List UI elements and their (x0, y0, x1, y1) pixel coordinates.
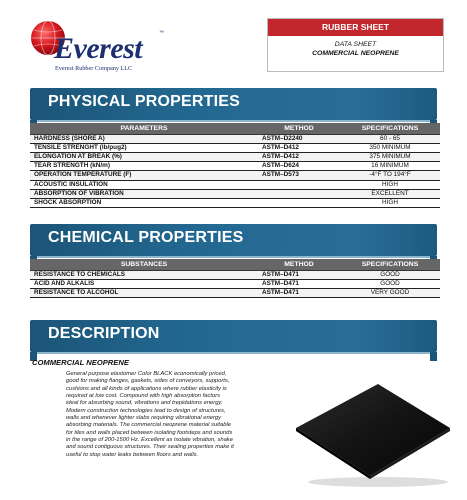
method-cell: ASTM–D2240 (258, 134, 340, 143)
description-line: absorbing materials. The commercial neoprene material suitable (66, 422, 231, 429)
brand-name: Everest (54, 32, 143, 65)
method-cell: ASTM–D624 (258, 162, 340, 171)
description-line: walls and whenever lighter slabs requiring vibrational energy (66, 415, 221, 422)
banner-underline (30, 352, 437, 354)
description-text (66, 371, 288, 459)
method-cell (258, 189, 340, 198)
specification-cell: 375 MINIMUM (340, 152, 440, 161)
specification-cell: -4°F TO 194°F (340, 171, 440, 180)
chemical-properties-table (30, 259, 440, 298)
table-row (30, 143, 440, 152)
method-cell: ASTM–D471 (258, 270, 340, 279)
physical-properties-title: PHYSICAL PROPERTIES (48, 93, 240, 110)
product-name: COMMERCIAL NEOPRENE (312, 50, 399, 57)
table-header-row (30, 259, 440, 270)
table-row (30, 171, 440, 180)
description-line: and sound contiguous structures. Their sealing properties make it (66, 444, 234, 451)
table-row (30, 189, 440, 198)
column-header: METHOD (258, 259, 340, 270)
specification-cell: EXCELLENT (340, 189, 440, 198)
table-row (30, 180, 440, 189)
banner-tab-right (430, 352, 437, 361)
parameter-cell: OPERATION TEMPERATURE (F) (30, 171, 258, 180)
datasheet-header (267, 18, 444, 72)
method-cell: ASTM–D471 (258, 288, 340, 297)
description-title: DESCRIPTION (48, 325, 160, 342)
parameter-cell: ELONGATION AT BREAK (%) (30, 152, 258, 161)
table-row (30, 134, 440, 143)
specification-cell: HIGH (340, 180, 440, 189)
parameter-cell: ABSORPTION OF VIBRATION (30, 189, 258, 198)
specification-cell: VERY GOOD (340, 288, 440, 297)
column-header: SPECIFICATIONS (340, 259, 440, 270)
datasheet-label: DATA SHEET (334, 41, 377, 48)
specification-cell: GOOD (340, 279, 440, 288)
column-header: SPECIFICATIONS (340, 123, 440, 134)
company-name: Everest Rubber Company LLC (55, 65, 133, 72)
table-row (30, 162, 440, 171)
table-row (30, 152, 440, 161)
rubber-sheet-image (290, 372, 455, 490)
description-line: cushions and all kinds of applications where rubber elasticity is (66, 385, 227, 392)
method-cell: ASTM–D412 (258, 143, 340, 152)
table-row (30, 288, 440, 297)
description-line: useful to stop water leaks between floors and walls. (66, 451, 199, 458)
specification-cell: 16 MINIMUM (340, 162, 440, 171)
chemical-properties-banner (30, 224, 437, 256)
specification-cell: GOOD (340, 270, 440, 279)
column-header: SUBSTANCES (30, 259, 258, 270)
method-cell (258, 198, 340, 207)
description-line: ideal for absorbing sound, vibrations and trepidations energy. (66, 400, 223, 407)
description-line: for tiles and walls placed between isolating footsteps and sounds (66, 429, 233, 436)
description-line: in the range of 200-1500 Hz. Excellent as isolate vibration, shake (66, 437, 233, 444)
description-subtitle: COMMERCIAL NEOPRENE (32, 358, 129, 367)
parameter-cell: TENSILE STRENGHT (lb/pug2) (30, 143, 258, 152)
specification-cell: HIGH (340, 198, 440, 207)
chemical-properties-title: CHEMICAL PROPERTIES (48, 229, 244, 246)
trademark-mark: ™ (159, 30, 164, 36)
product-badge: RUBBER SHEET (268, 19, 443, 36)
table-row (30, 198, 440, 207)
parameter-cell: ACOUSTIC INSULATION (30, 180, 258, 189)
parameter-cell: HARDNESS (SHORE A) (30, 134, 258, 143)
method-cell: ASTM–D573 (258, 171, 340, 180)
parameter-cell: SHOCK ABSORPTION (30, 198, 258, 207)
company-logo (28, 18, 168, 78)
description-line: Modern construction technologies lead to design of structures, (66, 407, 226, 414)
banner-underline (30, 120, 437, 122)
parameter-cell: TEAR STRENGTH (kN/m) (30, 162, 258, 171)
physical-properties-table (30, 123, 440, 208)
method-cell: ASTM–D412 (258, 152, 340, 161)
physical-properties-banner (30, 88, 437, 120)
table-header-row (30, 123, 440, 134)
substance-cell: RESISTANCE TO CHEMICALS (30, 270, 258, 279)
description-line: General purpose elastomer Color BLACK economically priced, (66, 371, 227, 377)
table-row (30, 279, 440, 288)
substance-cell: ACID AND ALKALIS (30, 279, 258, 288)
description-banner (30, 320, 437, 352)
method-cell (258, 180, 340, 189)
method-cell: ASTM–D471 (258, 279, 340, 288)
description-line: required at low cost. Compound with high absorption factors (66, 393, 221, 400)
column-header: PARAMETERS (30, 123, 258, 134)
specification-cell: 350 MINIMUM (340, 143, 440, 152)
banner-underline (30, 256, 437, 258)
table-row (30, 270, 440, 279)
description-line: good for making flanges, gaskets, sides of conveyors, supports, (66, 378, 230, 385)
specification-cell: 60 - 65 (340, 134, 440, 143)
substance-cell: RESISTANCE TO ALCOHOL (30, 288, 258, 297)
column-header: METHOD (258, 123, 340, 134)
